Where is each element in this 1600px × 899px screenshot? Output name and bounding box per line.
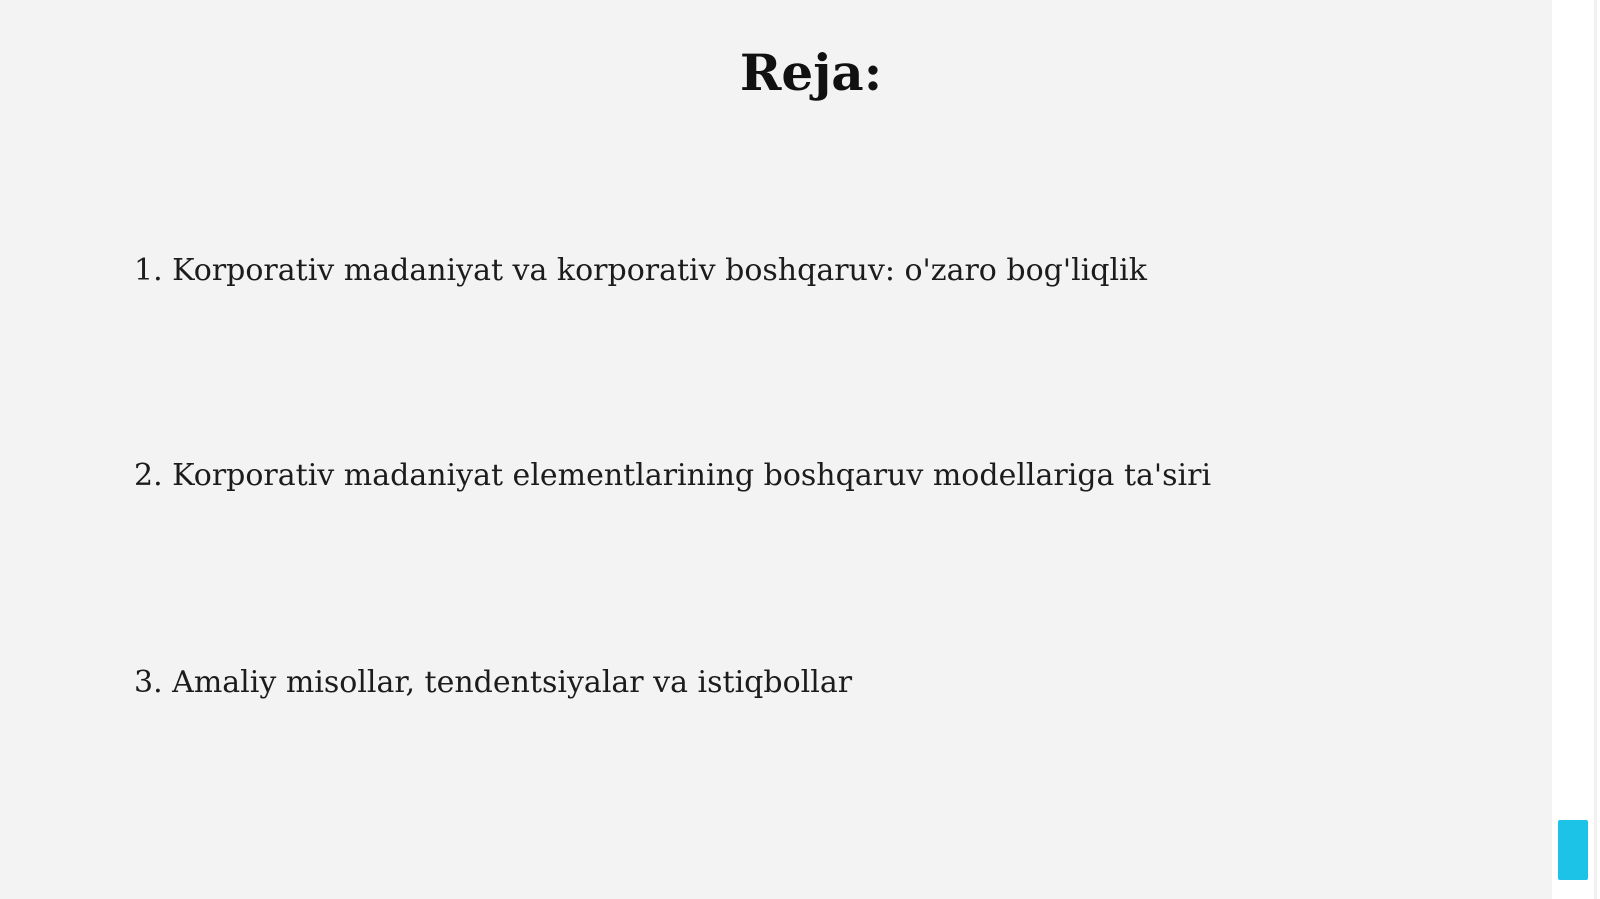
plan-item-1: 1. Korporativ madaniyat va korporativ boshqaruv: o'zaro bog'liqlik	[134, 253, 1147, 288]
scrollbar-track[interactable]	[1552, 0, 1600, 899]
plan-item-2: 2. Korporativ madaniyat elementlarining boshqaruv modellariga ta'siri	[134, 458, 1212, 493]
slide-title: Reja:	[739, 43, 883, 102]
plan-item-3: 3. Amaliy misollar, tendentsiyalar va istiqbollar	[134, 665, 853, 700]
scrollbar-edge	[1594, 0, 1597, 899]
scrollbar-thumb[interactable]	[1558, 820, 1588, 880]
